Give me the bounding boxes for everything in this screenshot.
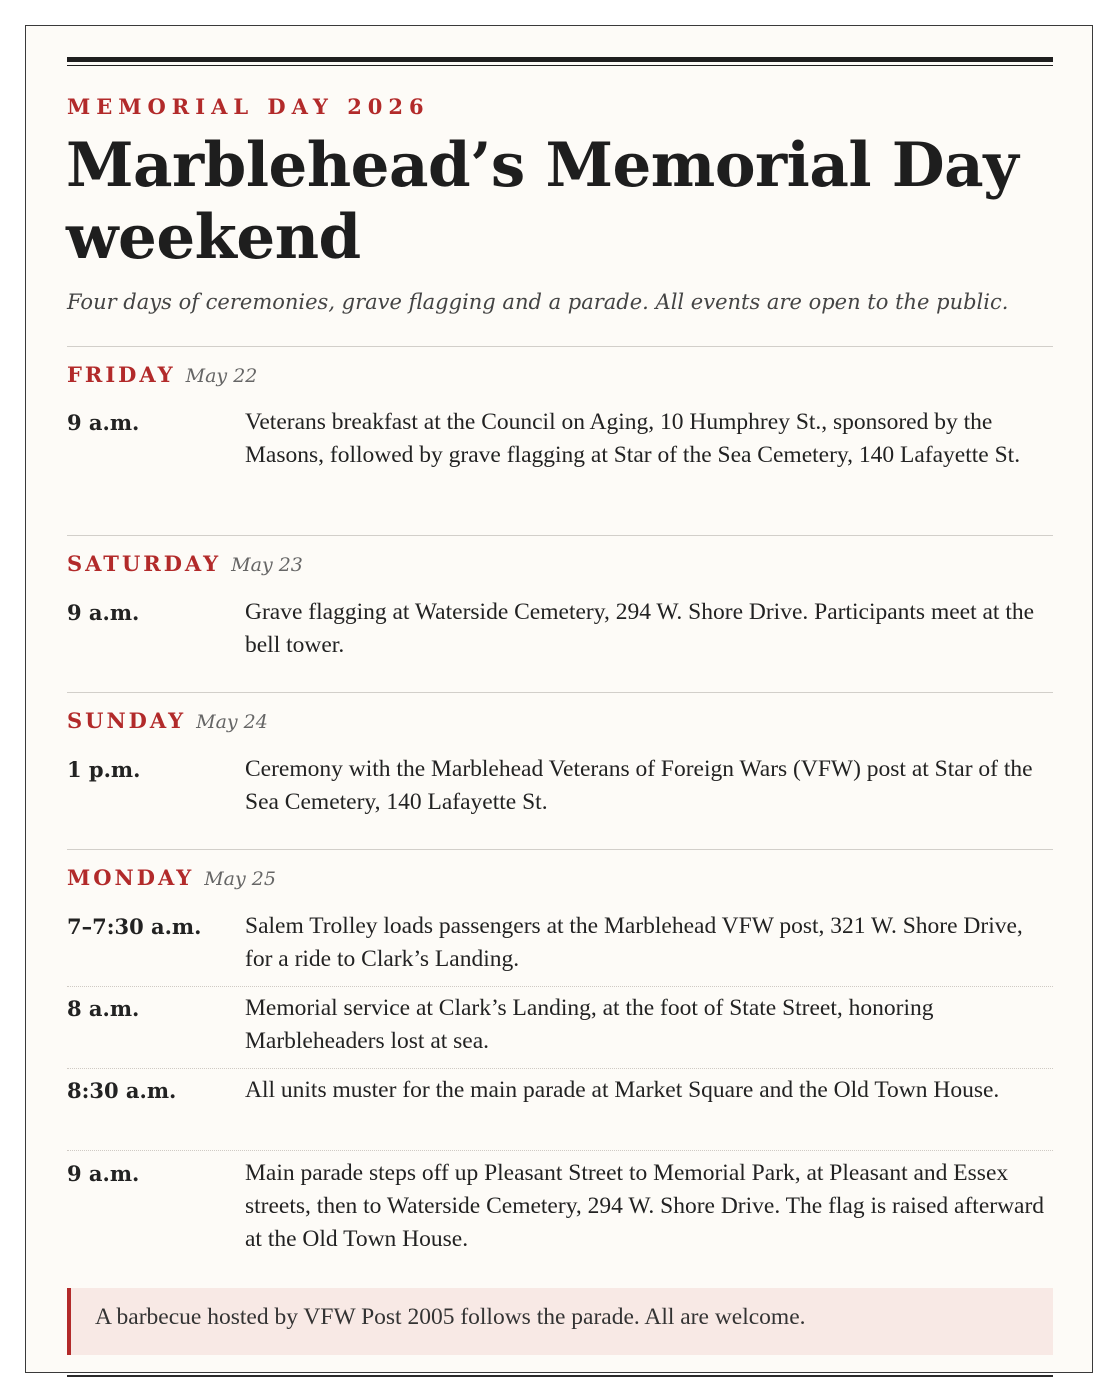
- day-heading-monday: [67, 865, 276, 890]
- event-time: 7–7:30 a.m.: [67, 914, 202, 939]
- day-name: SATURDAY: [67, 551, 222, 576]
- event-time: 9 a.m.: [67, 410, 140, 435]
- day-heading-friday: [67, 362, 257, 387]
- event-description: Salem Trolley loads passengers at the Marblehead VFW post, 321 W. Shore Drive, for a ride to Clark’s Landing.: [245, 913, 1023, 972]
- divider: [67, 849, 1053, 850]
- dek: Four days of ceremonies, grave flagging and a parade. All events are open to the public.: [67, 290, 1009, 314]
- event-description: Main parade steps off up Pleasant Street to Memorial Park, at Pleasant and Essex streets, then to Waterside Cemetery, 294 W. Shore Drive. The flag is raised afterward at the Old Town House.: [245, 1160, 1045, 1252]
- event-time: 9 a.m.: [67, 600, 140, 625]
- row-divider: [67, 1068, 1053, 1069]
- day-name: MONDAY: [67, 865, 195, 890]
- event-description: Ceremony with the Marblehead Veterans of Foreign Wars (VFW) post at Star of the Sea Cemetery, 140 Lafayette St.: [245, 756, 1033, 815]
- bottom-rule: [67, 1375, 1053, 1377]
- event-time: 8:30 a.m.: [67, 1078, 177, 1103]
- event-description: Grave flagging at Waterside Cemetery, 294 W. Shore Drive. Participants meet at the bell tower.: [245, 599, 1035, 658]
- day-date: May 22: [185, 365, 258, 387]
- kicker: MEMORIAL DAY 2026: [67, 94, 430, 119]
- event-time: 1 p.m.: [67, 757, 141, 782]
- day-name: SUNDAY: [67, 708, 187, 733]
- divider: [67, 692, 1053, 693]
- article-card: [25, 25, 1093, 1373]
- divider: [67, 535, 1053, 536]
- headline: Marblehead’s Memorial Day weekend: [66, 130, 1019, 273]
- day-heading-saturday: [67, 551, 303, 576]
- row-divider: [67, 1150, 1053, 1151]
- day-date: May 23: [231, 554, 303, 576]
- top-rule-thin: [67, 65, 1053, 66]
- day-heading-sunday: [67, 708, 268, 733]
- callout-text: A barbecue hosted by VFW Post 2005 follows the parade. All are welcome.: [95, 1304, 806, 1330]
- event-description: Memorial service at Clark’s Landing, at the foot of State Street, honoring Marbleheaders lost at sea.: [245, 995, 934, 1054]
- callout-box: [67, 1288, 1053, 1355]
- day-date: May 24: [196, 711, 268, 733]
- row-divider: [67, 986, 1053, 987]
- day-date: May 25: [204, 868, 276, 890]
- divider: [67, 346, 1053, 347]
- event-description: Veterans breakfast at the Council on Aging, 10 Humphrey St., sponsored by the Masons, followed by grave flagging at Star of the Sea Cemetery, 140 Lafayette St.: [245, 409, 1021, 468]
- event-time: 9 a.m.: [67, 1161, 140, 1186]
- event-description: All units muster for the main parade at Market Square and the Old Town House.: [245, 1077, 1000, 1103]
- event-time: 8 a.m.: [67, 996, 140, 1021]
- day-name: FRIDAY: [67, 362, 176, 387]
- top-rule: [67, 57, 1053, 62]
